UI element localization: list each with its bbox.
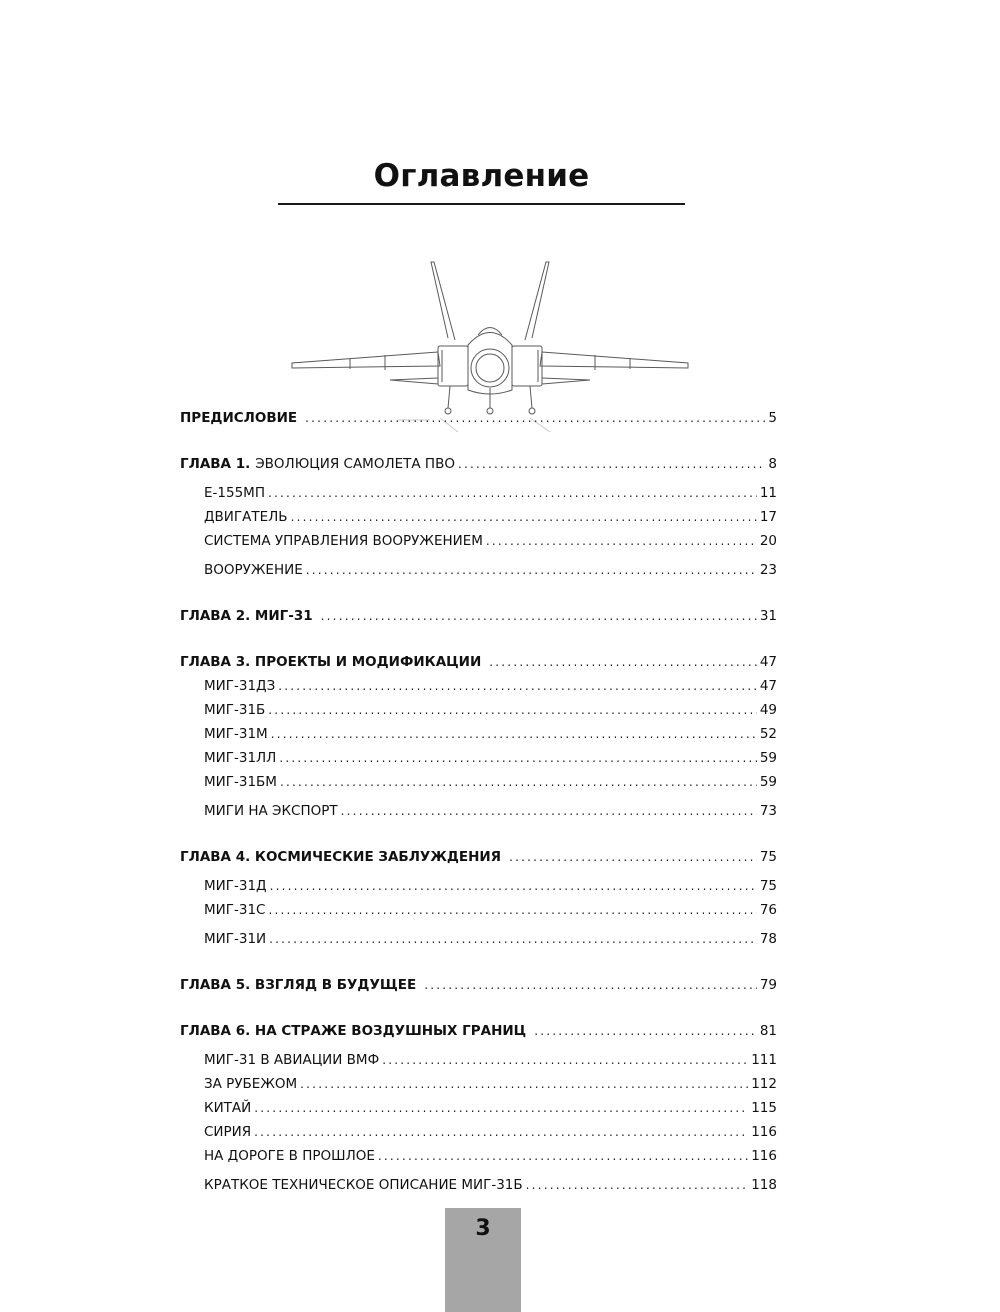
leader-dots (382, 1048, 748, 1072)
toc-entry-export[interactable] (180, 799, 777, 823)
toc-entry-page: 31 (759, 608, 777, 624)
toc-entry-mig31dz[interactable] (180, 674, 777, 698)
toc-entry-page: 47 (759, 654, 777, 670)
toc-entry-page: 112 (751, 1076, 777, 1092)
leader-dots (254, 1120, 748, 1144)
toc-entry-page: 47 (759, 678, 777, 694)
toc-entry-page: 78 (759, 931, 777, 947)
toc-entry-chapter-4[interactable] (180, 845, 777, 869)
toc-entry-title: МИГИ НА ЭКСПОРТ (204, 803, 338, 819)
toc-entry-title: СИСТЕМА УПРАВЛЕНИЯ ВООРУЖЕНИЕМ (204, 533, 483, 549)
toc-entry-page: 75 (759, 849, 777, 865)
leader-dots (486, 529, 757, 553)
toc-entry-title: МИГ-31ЛЛ (204, 750, 277, 766)
right-wing (540, 352, 688, 368)
leader-dots (268, 898, 756, 922)
toc-entry-engine[interactable] (180, 505, 777, 529)
leader-dots (280, 770, 757, 794)
toc-entry-page: 76 (759, 902, 777, 918)
leader-dots (268, 698, 757, 722)
toc-entry-mig31s[interactable] (180, 898, 777, 922)
toc-entry-title: МИГ-31БМ (204, 774, 277, 790)
toc-entry-page: 5 (768, 410, 777, 426)
toc-entry-page: 8 (768, 456, 777, 472)
leader-dots (271, 722, 757, 746)
leader-dots (278, 674, 757, 698)
leader-dots (489, 650, 757, 674)
toc-entry-page: 81 (759, 1023, 777, 1039)
toc-entry-title: СИРИЯ (204, 1124, 252, 1140)
leader-dots (291, 505, 757, 529)
nose-radome (471, 349, 509, 387)
toc-entry-page: 59 (759, 750, 777, 766)
toc-entry-page: 116 (751, 1148, 777, 1164)
toc-entry-title: МИГ-31С (204, 902, 266, 918)
toc-entry-page: 73 (759, 803, 777, 819)
leader-dots (526, 1173, 749, 1197)
leader-dots (509, 845, 757, 869)
toc-entry-title: МИГ-31ДЗ (204, 678, 276, 694)
leader-dots (341, 799, 757, 823)
toc-entry-preface[interactable] (180, 406, 777, 430)
toc-entry-mig31m[interactable] (180, 722, 777, 746)
toc-entry-armament[interactable] (180, 558, 777, 582)
right-fin (525, 262, 549, 340)
leader-dots (279, 746, 756, 770)
toc-entry-page: 79 (759, 977, 777, 993)
leader-dots (300, 1072, 748, 1096)
toc-entry-heading: ГЛАВА 5. ВЗГЛЯД В БУДУЩЕЕ (180, 977, 417, 993)
toc-entry-title: НА ДОРОГЕ В ПРОШЛОЕ (204, 1148, 375, 1164)
toc-entry-abroad[interactable] (180, 1072, 777, 1096)
leader-dots (305, 406, 765, 430)
toc-entry-page: 52 (759, 726, 777, 742)
leader-dots (321, 604, 757, 628)
table-of-contents (180, 406, 777, 1197)
toc-entry-mig31d[interactable] (180, 874, 777, 898)
left-fin (431, 262, 455, 340)
leader-dots (254, 1096, 748, 1120)
toc-entry-title: КИТАЙ (204, 1100, 252, 1116)
toc-entry-page: 20 (759, 533, 777, 549)
toc-entry-weapons-control[interactable] (180, 529, 777, 553)
toc-entry-title: ЭВОЛЮЦИЯ САМОЛЕТА ПВО (255, 456, 455, 472)
toc-entry-mig31b[interactable] (180, 698, 777, 722)
toc-entry-page: 116 (751, 1124, 777, 1140)
toc-entry-mig31i[interactable] (180, 927, 777, 951)
left-wing (292, 352, 440, 368)
toc-entry-title: ЗА РУБЕЖОМ (204, 1076, 298, 1092)
toc-entry-title: МИГ-31Б (204, 702, 266, 718)
toc-entry-chapter-2[interactable] (180, 604, 777, 628)
toc-entry-heading: ГЛАВА 4. КОСМИЧЕСКИЕ ЗАБЛУЖДЕНИЯ (180, 849, 502, 865)
toc-entry-mig31bm[interactable] (180, 770, 777, 794)
toc-entry-title: КРАТКОЕ ТЕХНИЧЕСКОЕ ОПИСАНИЕ МИГ-31Б (204, 1177, 523, 1193)
toc-entry-road-to-past[interactable] (180, 1144, 777, 1168)
toc-entry-china[interactable] (180, 1096, 777, 1120)
fuselage (468, 333, 512, 395)
page-title: Оглавление (373, 158, 590, 194)
toc-entry-page: 118 (751, 1177, 777, 1193)
title-underline (278, 203, 685, 205)
leader-dots (534, 1019, 757, 1043)
toc-entry-title: ВООРУЖЕНИЕ (204, 562, 303, 578)
leader-dots (306, 558, 757, 582)
toc-entry-chapter-6[interactable] (180, 1019, 777, 1043)
leader-dots (424, 973, 757, 997)
toc-entry-page: 75 (759, 878, 777, 894)
toc-entry-page: 59 (759, 774, 777, 790)
toc-entry-title: МИГ-31И (204, 931, 267, 947)
toc-entry-heading: ГЛАВА 6. НА СТРАЖЕ ВОЗДУШНЫХ ГРАНИЦ (180, 1023, 527, 1039)
toc-entry-page: 11 (759, 485, 777, 501)
toc-entry-mig31ll[interactable] (180, 746, 777, 770)
toc-entry-heading: ГЛАВА 1. (180, 456, 251, 472)
toc-entry-page: 111 (751, 1052, 777, 1068)
leader-dots (378, 1144, 748, 1168)
leader-dots (268, 481, 757, 505)
toc-entry-page: 49 (759, 702, 777, 718)
toc-entry-page: 23 (759, 562, 777, 578)
toc-entry-heading: ПРЕДИСЛОВИЕ (180, 410, 298, 426)
toc-entry-title: ДВИГАТЕЛЬ (204, 509, 288, 525)
toc-entry-chapter-5[interactable] (180, 973, 777, 997)
toc-entry-e155mp[interactable] (180, 481, 777, 505)
toc-entry-heading: ГЛАВА 3. ПРОЕКТЫ И МОДИФИКАЦИИ (180, 654, 482, 670)
toc-entry-chapter-1[interactable] (180, 452, 777, 476)
leader-dots (458, 452, 765, 476)
toc-entry-navy-aviation[interactable] (180, 1048, 777, 1072)
toc-entry-technical-description[interactable] (180, 1173, 777, 1197)
toc-entry-title: МИГ-31Д (204, 878, 267, 894)
toc-entry-heading: ГЛАВА 2. МИГ-31 (180, 608, 313, 624)
toc-entry-title: МИГ-31 В АВИАЦИИ ВМФ (204, 1052, 380, 1068)
toc-entry-title: МИГ-31М (204, 726, 268, 742)
toc-entry-syria[interactable] (180, 1120, 777, 1144)
toc-entry-page: 115 (751, 1100, 777, 1116)
page-number: 3 (475, 1216, 491, 1241)
leader-dots (270, 874, 757, 898)
toc-entry-page: 17 (759, 509, 777, 525)
toc-entry-title: Е-155МП (204, 485, 265, 501)
leader-dots (269, 927, 757, 951)
toc-entry-chapter-3[interactable] (180, 650, 777, 674)
